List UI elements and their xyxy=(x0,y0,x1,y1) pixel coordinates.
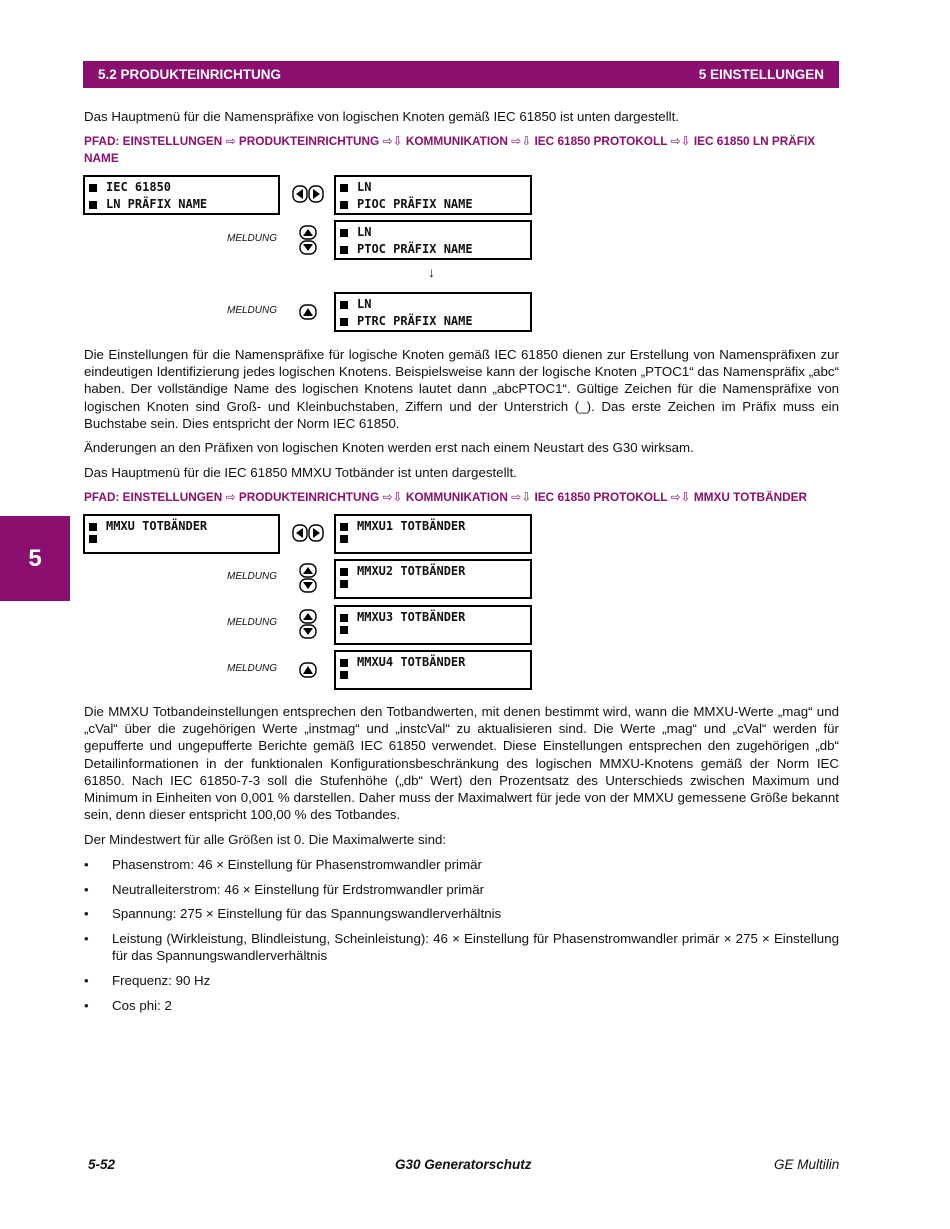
menu-item-box: MMXU4 TOTBÄNDER xyxy=(334,650,532,690)
path-arrow-icon: ⇨⇩ xyxy=(382,490,403,504)
path-arrow-icon: ⇨⇩ xyxy=(511,134,532,148)
menu-path-1: PFAD: EINSTELLUNGEN ⇨ PRODUKTEINRICHTUNG ⇨⇩ KOMMUNIKATION ⇨⇩ IEC 61850 PROTOKOLL ⇨⇩ IEC 61850 LN PRÄFIX NAME xyxy=(84,134,816,165)
left-right-arrows-icon xyxy=(292,185,324,203)
paragraph-prefix-settings: Die Einstellungen für die Namenspräfixe für logische Knoten gemäß IEC 61850 dienen zur Erstellung von Namenspräfixen zur eindeutigen Identifizierung jedes logischen Knotens. Beispielsweise kann der logische Knoten „PTOC1“ das Namenspräfix „abc“ haben. Der vollständige Name des logischen Knotens lautet dann „abcPTOC1“. Gültige Zeichen für die Namenspräfixe von logischen Knoten sind Groß- und Kleinbuchstaben, Ziffern und der Unterstrich (_). Das erste Zeichen im Präfix muss ein Buchstabe sein. Dies entspricht der Norm IEC 61850. xyxy=(84,347,839,431)
paragraph-deadband-description: Die MMXU Totbandeinstellungen entsprechen den Totbandwerten, mit denen bestimmt wird, wann die MMXU-Werte „mag“ und „cVal“ über die zugehörigen Werte „instmag“ und „instcVal“ zu aktualisieren sind. Die Werte „mag“ und „cVal“ werden für gepufferte und ungepufferte Berichte gemäß IEC 61850 verwendet. Diese Einstellungen entsprechen den zugehörigen „db“ Detailinformationen in der funktionalen Konfigurationsbeschränkung des logischen MMXU-Knotens gemäß der Norm IEC 61850. Nach IEC 61850-7-3 soll die Stufenhöhe („db“ Wert) den Prozentsatz des Unterschieds zwischen Maximum und Minimum in Einheiten von 0,001 % darstellen. Daher muss der Maximalwert für jede von der MMXU gemessene Größe bekannt sein, denn dieser entspricht 100,00 % des Totbandes. xyxy=(84,704,839,823)
section-title: 5.2 PRODUKTEINRICHTUNG xyxy=(98,67,282,82)
path-arrow-icon: ⇨⇩ xyxy=(670,490,691,504)
menu-root-box: IEC 61850 LN PRÄFIX NAME xyxy=(83,175,280,215)
list-item: • Leistung (Wirkleistung, Blindleistung, Scheinleistung): 46 × Einstellung für Phasenstromwandler primär × 275 × Einstellung für das Spannungswandlerverhältnis xyxy=(84,931,839,964)
up-down-arrows-icon xyxy=(299,609,317,639)
intro-text-2: Das Hauptmenü für die IEC 61850 MMXU Totbänder ist unten dargestellt. xyxy=(84,465,517,480)
page-number: 5-52 xyxy=(88,1157,116,1172)
menu-root-box: MMXU TOTBÄNDER xyxy=(83,514,280,554)
up-down-arrows-icon xyxy=(299,225,317,255)
continuation-arrow-icon: ↓ xyxy=(428,264,435,280)
up-arrow-icon xyxy=(299,662,317,678)
path-arrow-icon: ⇨⇩ xyxy=(670,134,691,148)
menu-item-box: MMXU3 TOTBÄNDER xyxy=(334,605,532,645)
up-arrow-icon xyxy=(299,304,317,320)
menu-item-box: LN PIOC PRÄFIX NAME xyxy=(334,175,532,215)
menu-item-box: LN PTOC PRÄFIX NAME xyxy=(334,220,532,260)
paragraph-restart-note: Änderungen an den Präfixen von logischen Knoten werden erst nach einem Neustart des G30 wirksam. xyxy=(84,440,694,455)
message-label: MELDUNG xyxy=(226,305,277,316)
path-arrow-icon: ⇨ xyxy=(225,490,236,504)
menu-item-box: MMXU1 TOTBÄNDER xyxy=(334,514,532,554)
message-label: MELDUNG xyxy=(226,663,277,674)
up-down-arrows-icon xyxy=(299,563,317,593)
list-item: • Frequenz: 90 Hz xyxy=(84,973,211,988)
section-header-bar xyxy=(83,61,839,88)
publisher-name: GE Multilin xyxy=(774,1157,840,1172)
message-label: MELDUNG xyxy=(226,617,277,628)
paragraph-min-max-intro: Der Mindestwert für alle Größen ist 0. Die Maximalwerte sind: xyxy=(84,832,447,847)
message-label: MELDUNG xyxy=(226,233,277,244)
chapter-tab: 5 xyxy=(0,516,70,601)
menu-item-box: MMXU2 TOTBÄNDER xyxy=(334,559,532,599)
list-item: • Neutralleiterstrom: 46 × Einstellung für Erdstromwandler primär xyxy=(84,882,485,897)
intro-text-1: Das Hauptmenü für die Namenspräfixe von logischen Knoten gemäß IEC 61850 ist unten dargestellt. xyxy=(84,109,680,124)
menu-item-box: LN PTRC PRÄFIX NAME xyxy=(334,292,532,332)
list-item: • Cos phi: 2 xyxy=(84,998,172,1013)
message-label: MELDUNG xyxy=(226,571,277,582)
path-arrow-icon: ⇨ xyxy=(225,134,236,148)
chapter-title: 5 EINSTELLUNGEN xyxy=(698,67,824,82)
left-right-arrows-icon xyxy=(292,524,324,542)
menu-path-2: PFAD: EINSTELLUNGEN ⇨ PRODUKTEINRICHTUNG ⇨⇩ KOMMUNIKATION ⇨⇩ IEC 61850 PROTOKOLL ⇨⇩ MMXU TOTBÄNDER xyxy=(84,490,808,504)
path-arrow-icon: ⇨⇩ xyxy=(511,490,532,504)
path-arrow-icon: ⇨⇩ xyxy=(382,134,403,148)
document-title: G30 Generatorschutz xyxy=(395,1157,532,1172)
list-item: • Phasenstrom: 46 × Einstellung für Phasenstromwandler primär xyxy=(84,857,482,872)
list-item: • Spannung: 275 × Einstellung für das Spannungswandlerverhältnis xyxy=(84,906,502,921)
